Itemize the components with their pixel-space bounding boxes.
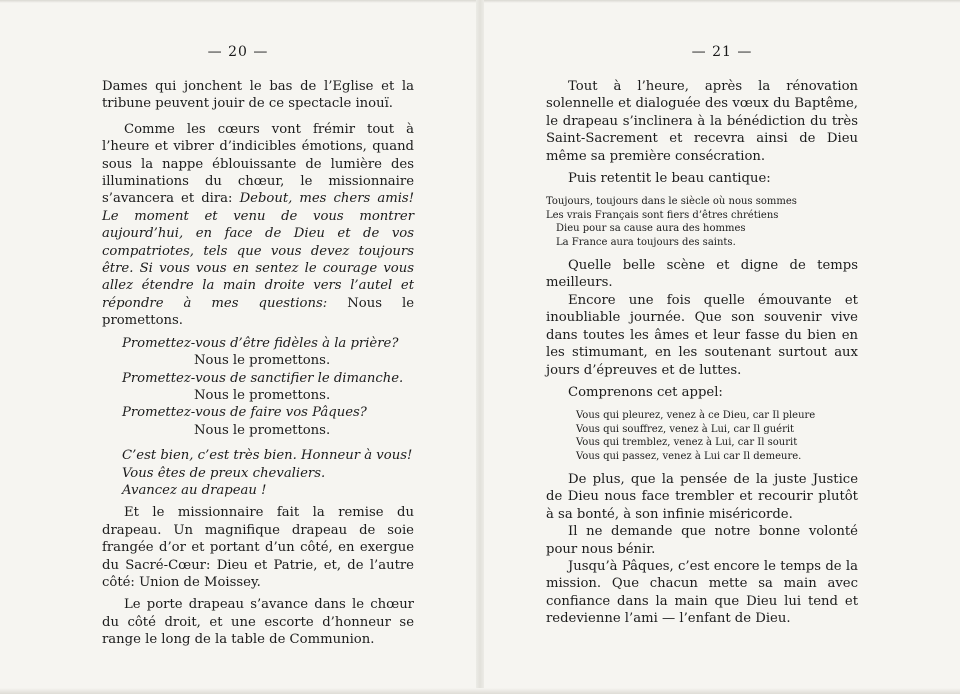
hymn-line: Vous qui souffrez, venez à Lui, car Il guérit [576, 423, 795, 435]
hymn-line: Toujours, toujours dans le siècle où nous sommes [546, 196, 797, 208]
question: Promettez-vous de faire vos Pâques? [122, 405, 367, 421]
missionary-speech: Debout, mes chers amis! Le moment et venu de vous montrer aujourd’hui, en face de Dieu et de vos compatriotes, tels que vous devez toujours être. Si vous vous en sentez le courage vous allez étendre la main droite vers l’autel et répondre à mes questions: [102, 191, 414, 311]
hymn-line: Dieu pour sa cause aura des hommes [556, 223, 746, 235]
left-page [0, 0, 476, 694]
hymn-verse [546, 195, 858, 249]
question: Promettez-vous d’être fidèles à la prière? [122, 335, 399, 351]
hymn-line: Vous qui passez, venez à Lui car Il demeure. [576, 450, 802, 462]
right-page [484, 0, 960, 694]
paragraph: Le porte drapeau s’avance dans le chœur du côté droit, et une escorte d’honneur se range le long de la table de Communion. [102, 597, 414, 648]
page-bottom-edge [0, 688, 960, 694]
paragraph [102, 121, 414, 330]
page-number: — 20 — [207, 44, 269, 60]
response: Nous le promettons. [194, 422, 331, 438]
paragraph: De plus, que la pensée de la juste Justice de Dieu nous face trembler et recourir plutôt à sa bonté, à son infinie miséricorde. [546, 471, 858, 522]
paragraph: Comprenons cet appel: [568, 384, 723, 400]
paragraph: Jusqu’à Pâques, c’est encore le temps de la mission. Que chacun mette sa main avec confiance dans la main que Dieu lui tend et redevienne l’ami — l’enfant de Dieu. [546, 558, 858, 627]
paragraph: Et le missionnaire fait la remise du drapeau. Un magnifique drapeau de soie frangée d’or et portant d’un côté, en exergue du Sacré-Cœur: Dieu et Patrie, et, de l’autre côté: Union de Moissey. [102, 505, 414, 590]
narration: Comme les cœurs vont frémir tout à l’heure et vibrer d’indicibles émotions, quand sous la nappe éblouissante de lumière des illuminations du chœur, le missionnaire s’avancera et dira: [102, 121, 414, 207]
question: Promettez-vous de sanctifier le dimanche. [122, 370, 404, 386]
paragraph: Dames qui jonchent le bas de l’Eglise et la tribune peuvent jouir de ce spectacle inouï. [102, 79, 414, 112]
blessing-line: Avancez au drapeau ! [122, 482, 267, 498]
response: Nous le promettons. [194, 353, 331, 369]
right-page-text [546, 78, 858, 628]
paragraph: Puis retentit le beau cantique: [568, 171, 771, 187]
hymn-line: Vous qui tremblez, venez à Lui, car Il sourit [576, 437, 798, 449]
paragraph: Quelle belle scène et digne de temps meilleurs. [546, 258, 858, 291]
hymn-line: Les vrais Français sont fiers d’êtres chrétiens [546, 209, 779, 221]
hymn-verse [546, 409, 858, 463]
hymn-line: La France aura toujours des saints. [556, 236, 736, 248]
paragraph: Encore une fois quelle émouvante et inoubliable journée. Que son souvenir vive dans toutes les âmes et leur fasse du bien en les stimumant, en les soutenant surtout aux jours d’épreuves et de luttes. [546, 292, 858, 378]
left-page-text [102, 78, 414, 649]
paragraph: Tout à l’heure, après la rénovation solennelle et dialoguée des vœux du Baptême, le drapeau s’inclinera à la bénédiction du très Saint-Sacrement et recevra ainsi de Dieu même sa première consécration. [546, 79, 858, 164]
book-gutter [476, 0, 484, 694]
blessing-line: C’est bien, c’est très bien. Honneur à vous! [122, 448, 413, 464]
hymn-line: Vous qui pleurez, venez à ce Dieu, car Il pleure [576, 410, 816, 422]
page-number: — 21 — [691, 44, 753, 60]
response: Nous le promettons. [194, 387, 331, 403]
response: Nous le promettons. [102, 295, 414, 329]
paragraph: Il ne demande que notre bonne volonté pour nous bénir. [546, 524, 858, 557]
blessing-line: Vous êtes de preux chevaliers. [122, 465, 326, 481]
